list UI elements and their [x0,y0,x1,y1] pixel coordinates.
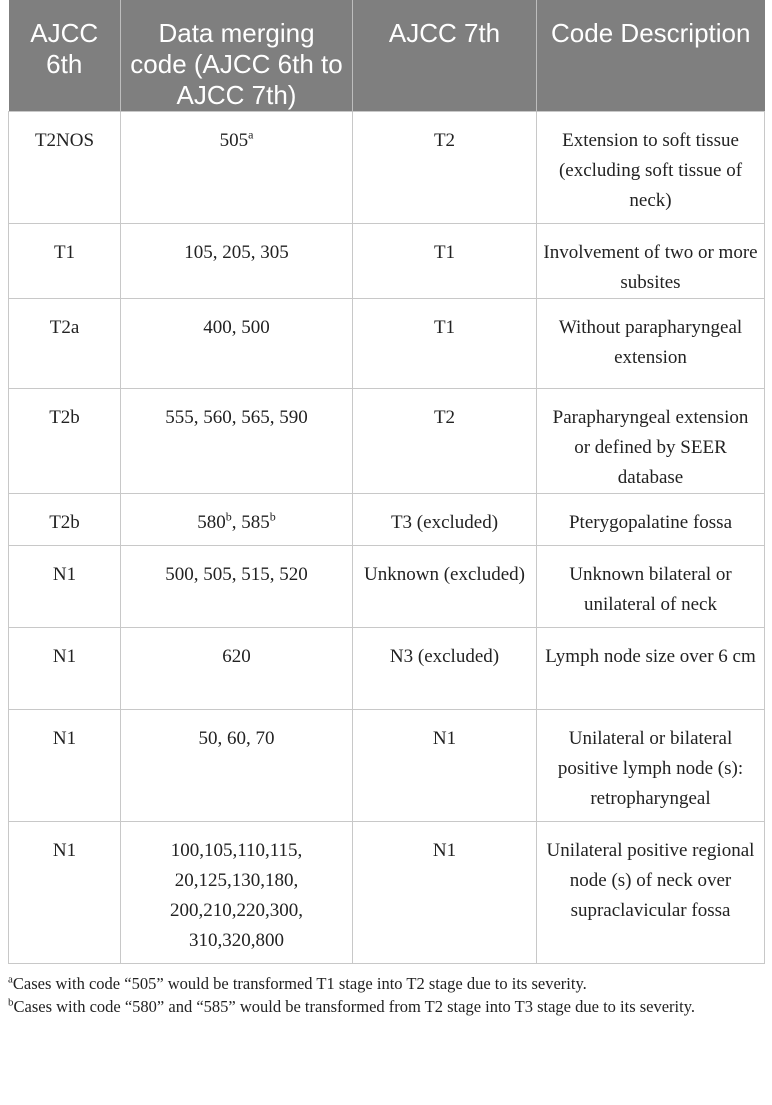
cell-ajcc-7th: T2 [353,389,537,494]
cell-ajcc-7th: Unknown (excluded) [353,546,537,628]
code-text: 620 [222,646,251,667]
code-text: 505 [219,130,249,151]
header-row [9,0,765,112]
cell-merging-code [121,224,353,299]
table-footnotes [8,972,764,1018]
table-row [9,710,765,822]
code-text: 555, 560, 565, 590 [165,407,308,428]
footnote [8,972,764,995]
cell-ajcc-6th: T2b [9,389,121,494]
footnote-text: Cases with code “580” and “585” would be transformed from T2 stage into T3 stage due to its severity. [13,997,696,1016]
code-text: 100,105,110,115, 20,125,130,180, 200,210,220,300, 310,320,800 [170,840,303,951]
footnote-mark: a [8,973,13,986]
cell-ajcc-6th: N1 [9,710,121,822]
table-body [9,112,765,964]
footnote-text: Cases with code “505” would be transformed T1 stage into T2 stage due to its severity. [12,974,587,993]
cell-ajcc-7th: T2 [353,112,537,224]
code-text: 580 [197,512,226,533]
table-row [9,494,765,546]
table-row [9,299,765,389]
code-text: 400, 500 [203,317,270,338]
cell-ajcc-6th: N1 [9,628,121,710]
cell-merging-code [121,546,353,628]
cell-code-description: Unilateral or bilateral positive lymph node (s): retropharyngeal [537,710,765,822]
cell-code-description: Pterygopalatine fossa [537,494,765,546]
header-ajcc-7th: AJCC 7th [353,0,537,112]
cell-ajcc-7th: T1 [353,224,537,299]
cell-code-description: Parapharyngeal extension or defined by SEER database [537,389,765,494]
cell-merging-code [121,112,353,224]
footnote-mark: b [8,996,14,1009]
table-row [9,112,765,224]
cell-merging-code [121,710,353,822]
cell-merging-code [121,628,353,710]
code-text: 500, 505, 515, 520 [165,564,308,585]
cell-merging-code [121,389,353,494]
cell-ajcc-7th: N3 (excluded) [353,628,537,710]
table-row [9,389,765,494]
cell-ajcc-6th: T2a [9,299,121,389]
cell-code-description: Unilateral positive regional node (s) of neck over supraclavicular fossa [537,822,765,964]
header-data-merging-code: Data merging code (AJCC 6th to AJCC 7th) [121,0,353,112]
cell-ajcc-6th: T2NOS [9,112,121,224]
cell-merging-code [121,299,353,389]
table-row [9,822,765,964]
cell-ajcc-7th: T1 [353,299,537,389]
cell-code-description: Unknown bilateral or unilateral of neck [537,546,765,628]
cell-ajcc-7th: T3 (excluded) [353,494,537,546]
cell-merging-code [121,494,353,546]
cell-ajcc-6th: T1 [9,224,121,299]
footnote [8,995,764,1018]
header-code-description: Code Description [537,0,765,112]
staging-table-figure [8,0,764,1018]
table-row [9,546,765,628]
cell-ajcc-6th: T2b [9,494,121,546]
cell-code-description: Lymph node size over 6 cm [537,628,765,710]
code-text: , 585 [231,512,270,533]
cell-ajcc-7th: N1 [353,710,537,822]
cell-code-description: Extension to soft tissue (excluding soft tissue of neck) [537,112,765,224]
table-row [9,224,765,299]
cell-merging-code [121,822,353,964]
code-text: 50, 60, 70 [198,728,275,749]
table-header [9,0,765,112]
cell-ajcc-7th: N1 [353,822,537,964]
code-text: 105, 205, 305 [184,242,289,263]
footnote-marker: a [248,127,254,142]
ajcc-conversion-table [8,0,765,964]
footnote-marker: b [269,509,276,524]
cell-code-description: Without parapharyngeal extension [537,299,765,389]
header-ajcc-6th: AJCC 6th [9,0,121,112]
footnote-marker: b [225,509,232,524]
table-row [9,628,765,710]
cell-code-description: Involvement of two or more subsites [537,224,765,299]
cell-ajcc-6th: N1 [9,822,121,964]
cell-ajcc-6th: N1 [9,546,121,628]
